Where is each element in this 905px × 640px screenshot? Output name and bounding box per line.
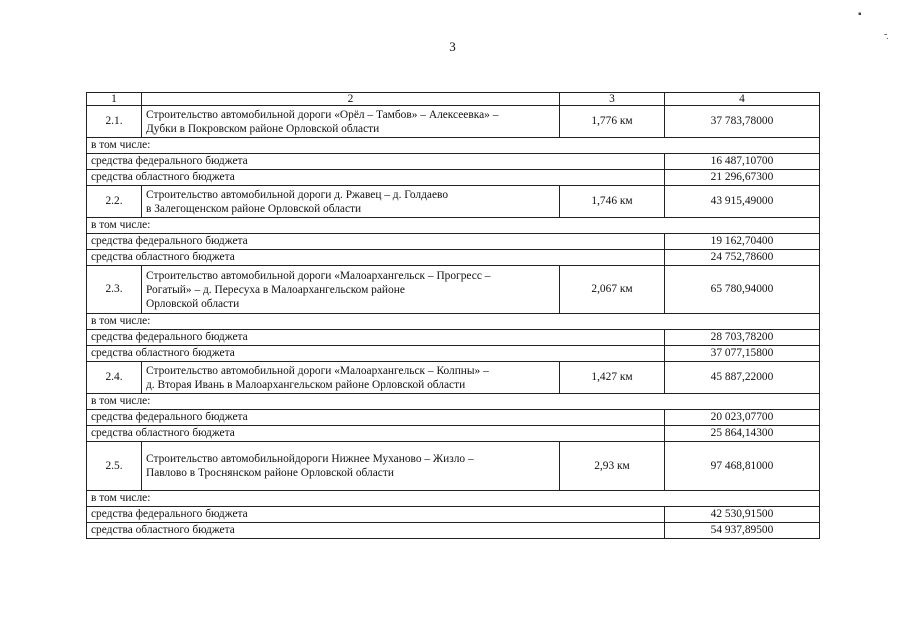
project-number: 2.5.	[87, 442, 142, 491]
federal-budget-label: средства федерального бюджета	[87, 507, 665, 523]
regional-budget-value: 21 296,67300	[665, 170, 820, 186]
project-name-line: Строительство автомобильной дороги д. Ржавец – д. Голдаево	[146, 188, 449, 201]
federal-budget-label: средства федерального бюджета	[87, 330, 665, 346]
regional-budget-row	[87, 250, 820, 266]
federal-budget-row	[87, 330, 820, 346]
project-name-line: Строительство автомобильной дороги «Малоархангельск – Прогресс –	[146, 269, 491, 282]
including-row	[87, 218, 820, 234]
federal-budget-value: 28 703,78200	[665, 330, 820, 346]
scan-mark: -̣	[884, 29, 888, 40]
regional-budget-value: 25 864,14300	[665, 426, 820, 442]
project-length: 2,067 км	[560, 266, 665, 314]
project-name	[142, 266, 560, 314]
regional-budget-row	[87, 170, 820, 186]
column-number-row	[87, 93, 820, 106]
including-row	[87, 138, 820, 154]
scan-mark: ▪	[858, 9, 862, 20]
column-number: 3	[560, 93, 665, 106]
regional-budget-label: средства областного бюджета	[87, 426, 665, 442]
project-total: 43 915,49000	[665, 186, 820, 218]
regional-budget-label: средства областного бюджета	[87, 170, 665, 186]
project-name-line: Рогатый» – д. Пересуха в Малоархангельском районе	[146, 283, 405, 296]
column-number: 1	[87, 93, 142, 106]
column-number: 4	[665, 93, 820, 106]
project-name-line: Строительство автомобильнойдороги Нижнее Муханово – Жизло –	[146, 453, 474, 465]
project-name	[142, 186, 560, 218]
project-row	[87, 362, 820, 394]
regional-budget-row	[87, 523, 820, 539]
project-name	[142, 106, 560, 138]
road-construction-table	[86, 92, 820, 539]
project-name-line: Орловской области	[146, 297, 240, 310]
regional-budget-label: средства областного бюджета	[87, 523, 665, 539]
federal-budget-label: средства федерального бюджета	[87, 410, 665, 426]
project-row	[87, 442, 820, 491]
including-label: в том числе:	[87, 218, 820, 234]
project-row	[87, 186, 820, 218]
federal-budget-value: 16 487,10700	[665, 154, 820, 170]
project-length: 2,93 км	[560, 442, 665, 491]
project-name	[142, 362, 560, 394]
including-label: в том числе:	[87, 394, 820, 410]
federal-budget-row	[87, 507, 820, 523]
regional-budget-row	[87, 426, 820, 442]
page-number: 3	[449, 39, 456, 54]
project-length: 1,746 км	[560, 186, 665, 218]
federal-budget-row	[87, 234, 820, 250]
federal-budget-label: средства федерального бюджета	[87, 154, 665, 170]
regional-budget-value: 54 937,89500	[665, 523, 820, 539]
regional-budget-row	[87, 346, 820, 362]
project-total: 45 887,22000	[665, 362, 820, 394]
federal-budget-label: средства федерального бюджета	[87, 234, 665, 250]
project-row	[87, 266, 820, 314]
regional-budget-value: 37 077,15800	[665, 346, 820, 362]
project-total: 37 783,78000	[665, 106, 820, 138]
federal-budget-value: 19 162,70400	[665, 234, 820, 250]
regional-budget-label: средства областного бюджета	[87, 250, 665, 266]
project-name-line: Павлово в Троснянском районе Орловской области	[146, 467, 394, 479]
including-label: в том числе:	[87, 491, 820, 507]
column-number: 2	[142, 93, 560, 106]
including-row	[87, 394, 820, 410]
project-number: 2.3.	[87, 266, 142, 314]
including-row	[87, 491, 820, 507]
regional-budget-label: средства областного бюджета	[87, 346, 665, 362]
project-name	[142, 442, 560, 491]
project-number: 2.1.	[87, 106, 142, 138]
federal-budget-row	[87, 154, 820, 170]
federal-budget-row	[87, 410, 820, 426]
including-label: в том числе:	[87, 314, 820, 330]
regional-budget-value: 24 752,78600	[665, 250, 820, 266]
project-name-line: д. Вторая Ивань в Малоархангельском районе Орловской области	[146, 378, 466, 391]
project-name-line: Дубки в Покровском районе Орловской области	[146, 122, 380, 135]
project-number: 2.2.	[87, 186, 142, 218]
project-name-line: Строительство автомобильной дороги «Орёл – Тамбов» – Алексеевка» –	[146, 108, 499, 121]
federal-budget-value: 42 530,91500	[665, 507, 820, 523]
project-name-line: в Залегощенском районе Орловской области	[146, 202, 362, 215]
project-length: 1,427 км	[560, 362, 665, 394]
project-number: 2.4.	[87, 362, 142, 394]
including-row	[87, 314, 820, 330]
federal-budget-value: 20 023,07700	[665, 410, 820, 426]
including-label: в том числе:	[87, 138, 820, 154]
project-length: 1,776 км	[560, 106, 665, 138]
project-row	[87, 106, 820, 138]
project-total: 65 780,94000	[665, 266, 820, 314]
project-name-line: Строительство автомобильной дороги «Малоархангельск – Колпны» –	[146, 364, 489, 377]
project-total: 97 468,81000	[665, 442, 820, 491]
